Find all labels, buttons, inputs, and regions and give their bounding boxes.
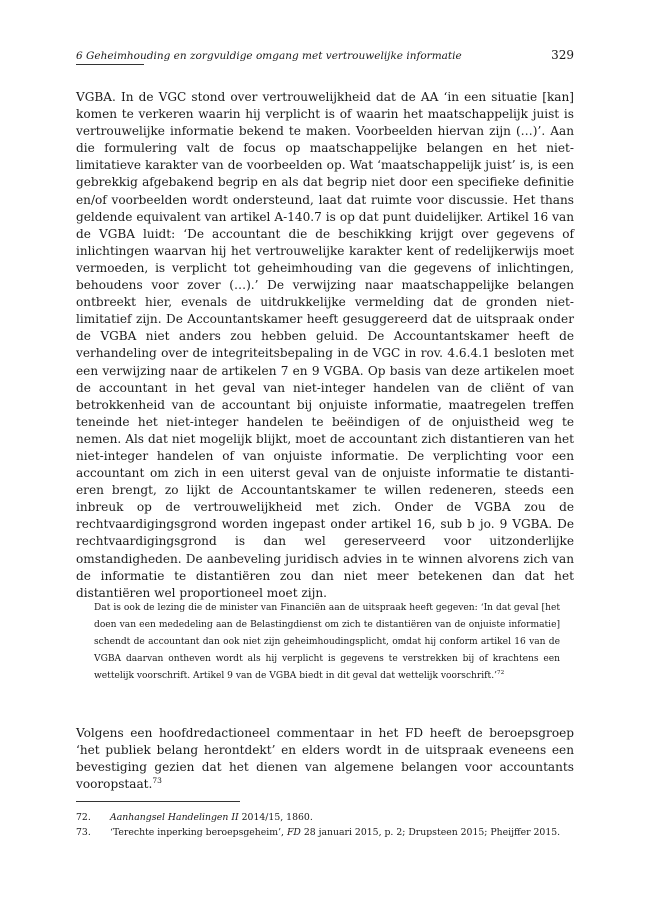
footnote-text: [110, 810, 313, 825]
footnote-number: 72.: [76, 812, 91, 823]
paragraph-2-block: [76, 725, 574, 793]
main-text: [76, 89, 574, 602]
footnote-73: [76, 825, 574, 840]
page-number: 329: [551, 48, 574, 62]
footnote-citation: 28 januari 2015, p. 2; Drupsteen 2015; Pheijffer 2015.: [300, 827, 561, 838]
footnote-ref-72[interactable]: 72: [496, 669, 505, 676]
footnote-source-title: Aanhangsel Handelingen II: [110, 812, 239, 823]
chapter-title: 6 Geheimhouding en zorgvuldige omgang met vertrouwelijke informatie: [76, 50, 462, 62]
footnote-number: 73.: [76, 827, 91, 838]
footnote-source-title: FD: [286, 827, 301, 838]
footnote-article-title: ‘Terechte inperking beroepsgeheim’,: [110, 827, 287, 838]
footnotes: [76, 810, 574, 840]
footnote-rule: [76, 801, 240, 802]
paragraph-1: VGBA. In de VGC stond over vertrouwelijkheid dat de AA ‘in een situatie [kan] komen te verkeren waarin hij verplicht is of waarin het maatschappelijk juist is vertrouwelijke informatie bekend te maken. Voorbeelden hiervan zijn (…)’. Aan die formulering valt de focus op maatschappelijke belangen en het niet-limitatieve karakter van de voorbeelden op. Wat ‘maatschappelijk juist’ is, is een gebrekkig afgebakend begrip en als dat begrip niet door een specifieke definitie en/of voorbeelden wordt ondersteund, laat dat ruimte voor discussie. Het thans geldende equivalent van artikel A-140.7 is op dat punt duidelijker. Artikel 16 van de VGBA luidt: ‘De accountant die de beschikking krijgt over gegevens of inlichtingen waarvan hij het vertrouwelijke karakter kent of redelijkerwijs moet vermoeden, is verplicht tot geheimhouding van die gegevens of inlichtingen, behoudens voor zover (…).’ De verwijzing naar maatschappelijke belangen ontbreekt hier, evenals de uitdrukkelijke vermelding dat de gronden niet-limitatief zijn. De Accountantskamer heeft gesuggereerd dat de uitspraak onder de VGBA niet anders zou hebben geluid. De Accountantskamer heeft de verhandeling over de integriteitsbepaling in de VGC in rov. 4.6.4.1 besloten met een verwijzing naar de artikelen 7 en 9 VGBA. Op basis van deze artikelen moet de accountant in het geval van niet-integer handelen van de cliënt of van betrokkenheid van de accountant bij onjuiste informatie, maatregelen treffen teneinde het niet-integer handelen te beëindigen of de onjuistheid weg te nemen. Als dat niet mogelijk blijkt, moet de accountant zich distantieren van het niet-integer handelen of van onjuiste informatie. De verplichting voor een accountant om zich in een uiterst geval van de onjuiste informatie te distantieren brengt, zo lijkt de Accountantskamer te willen redeneren, steeds een inbreuk op de vertrouwelijkheid met zich. Onder de VGBA zou de rechtvaardigingsgrond worden ingepast onder artikel 16, sub b jo. 9 VGBA. De rechtvaardigingsgrond is dan wel gereserveerd voor uitzonderlijke omstandigheden. De aanbeveling juridisch advies in te winnen alvorens zich van de informatie te distantiëren zou dan niet meer betekenen dan dat het distantiëren wel proportioneel moet zijn.: [76, 90, 574, 600]
header-rule: [76, 64, 144, 65]
paragraph-2: Volgens een hoofdredactioneel commentaar in het FD heeft de beroepsgroep ‘het publiek belang herontdekt’ en elders wordt in de uitspraak eveneens een bevestiging gezien dat het dienen van algemene belangen voor accountants vooropstaat.: [76, 726, 574, 792]
footnote-citation: 2014/15, 1860.: [238, 812, 313, 823]
footnote-text: [110, 825, 560, 840]
footnote-72: [76, 810, 574, 825]
running-head: [76, 48, 574, 62]
quote-text: Dat is ook de lezing die de minister van Financiën aan de uitspraak heeft gegeven: ‘In dat geval [het doen van een mededeling aan de Belastingdienst om zich te distantiëren van de onjuiste informatie] schendt de accountant dan ook niet zijn geheimhoudingsplicht, omdat hij conform artikel 16 van de VGBA daarvan ontheven wordt als hij verplicht is gegevens te verstrekken bij of krachtens een wettelijk voorschrift. Artikel 9 van de VGBA biedt in dit geval dat wettelijk voorschrift.’: [94, 603, 560, 681]
block-quote: [94, 600, 560, 685]
footnote-ref-73[interactable]: 73: [152, 776, 162, 786]
